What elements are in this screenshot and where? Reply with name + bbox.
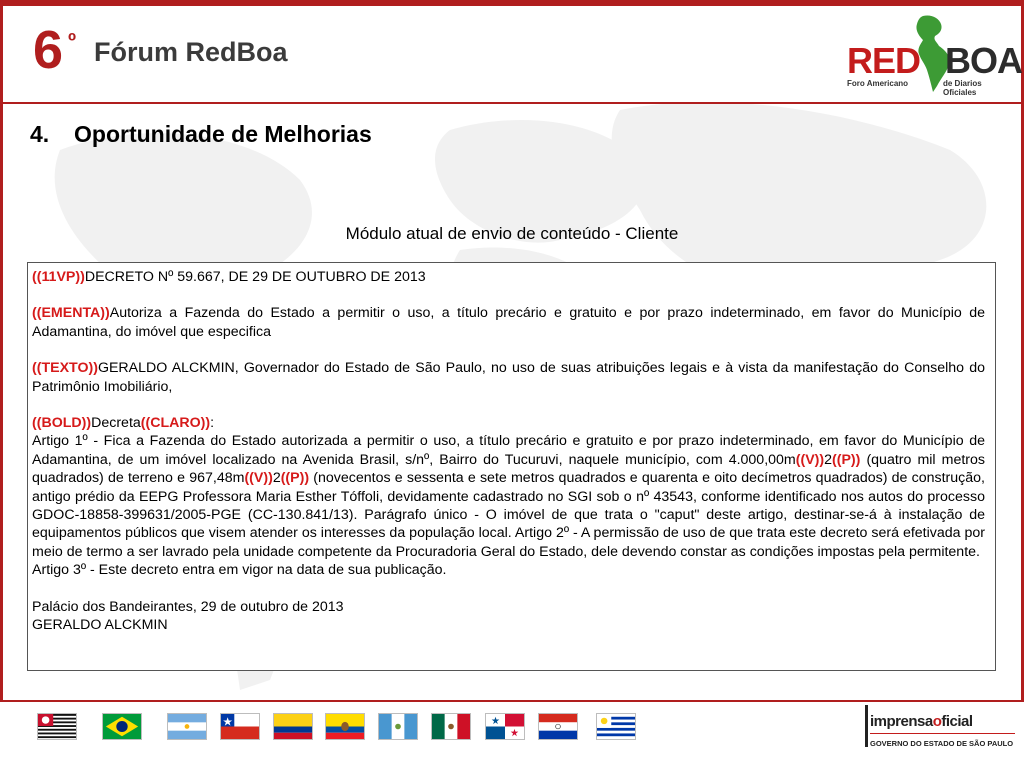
texto-text: GERALDO ALCKMIN, Governador do Estado de São Paulo, no uso de suas atribuições legais e à vista da manifestação do Conselho do Patrimônio Imobiliário, <box>32 360 985 395</box>
event-name: Fórum RedBoa <box>94 37 288 67</box>
publisher-name-part-a: imprensa <box>870 713 933 730</box>
top-accent-bar <box>0 0 1024 6</box>
publisher-name-part-b: ficial <box>941 713 973 730</box>
place-date: Palácio dos Bandeirantes, 29 de outubro de 2013 <box>32 598 344 615</box>
tag-ementa: ((EMENTA)) <box>32 305 110 322</box>
section-heading <box>30 121 372 148</box>
texto-paragraph <box>32 359 985 396</box>
section-number: 4. <box>30 121 50 147</box>
publisher-name-accent: o <box>932 713 942 730</box>
publisher-name <box>870 713 973 730</box>
logo-tagline-left: Foro Americano <box>847 79 909 88</box>
article-3-paragraph: Artigo 3º - Este decreto entra em vigor na data de sua publicação. <box>32 562 447 579</box>
argentina-flag <box>167 713 207 740</box>
brazil-flag <box>102 713 142 740</box>
guatemala-flag <box>378 713 418 740</box>
signature: GERALDO ALCKMIN <box>32 617 168 634</box>
decreta-line <box>32 414 985 432</box>
superscript-2-a: 2 <box>824 451 833 468</box>
logo-tagline-right: de Diarios Oficiales <box>943 79 982 97</box>
mexico-flag <box>431 713 471 740</box>
tag-bold: ((BOLD)) <box>32 415 92 432</box>
header-divider <box>3 102 1021 104</box>
decreta-word: Decreta <box>91 415 141 432</box>
edition-ordinal: º <box>68 28 77 53</box>
article-1-part-b: (quatro mil metros quadrados) de terreno e 967,48m <box>32 451 985 487</box>
module-subtitle: Módulo atual de envio de conteúdo - Cliente <box>345 224 679 243</box>
paraguay-flag <box>538 713 578 740</box>
logo-boa-text: BOA <box>945 40 1022 81</box>
logo-red-text: RED <box>847 40 921 81</box>
tag-v-2: ((V)) <box>244 470 273 487</box>
decree-content <box>32 268 985 635</box>
tag-claro: ((CLARO)) <box>140 415 211 432</box>
tag-p-1: ((P)) <box>832 451 861 468</box>
ementa-text: Autoriza a Fazenda do Estado a permitir o uso, a título precário e gratuito e por prazo indeterminado, em favor do Município de Adamantina, do imóvel que especifica <box>32 305 985 340</box>
left-border <box>0 6 3 700</box>
ecuador-flag <box>325 713 365 740</box>
article-1-part-a: Artigo 1º - Fica a Fazenda do Estado autorizada a permitir o uso, a título precário e gratuito e por prazo indeterminado, em favor do Município de Adamantina, de um imóvel localizado na Avenida Brasil, s/nº, Bairro do Tucuruvi, naquele município, com 4.000,00m <box>32 433 985 468</box>
ementa-paragraph <box>32 304 985 341</box>
tag-11vp: ((11VP)) <box>32 269 85 285</box>
article-1-paragraph <box>32 432 985 561</box>
decree-title-line <box>32 268 985 286</box>
edition-number: 6 <box>33 20 64 80</box>
logo-bar <box>865 705 868 747</box>
colombia-flag <box>273 713 313 740</box>
article-1-part-c: (novecentos e sessenta e sete metros quadrados e quarenta e oito decímetros quadrados) de construção, antigo prédio da EEPG Professora Maria Esther Tóffoli, devidamente cadastrado no SGI sob o nº 43543, conforme identificado nos autos do processo GDOC-18858-399631/2005-PGE (CC-130.841/13). Parágrafo único - O imóvel de que trata o "caput" deste artigo, destinar-se-á à instalação de equipamentos públicos que visem atender os interesses da população local. Artigo 2º - A permissão de uso de que trata este decreto será efetivada por meio de termo a ser lavrado pela unidade competente da Procuradoria Geral do Estado, dele devendo constar as condições impostas pela permitente. <box>32 470 985 560</box>
member-flags <box>0 702 850 768</box>
logo-rule <box>870 733 1015 734</box>
tag-p-2: ((P)) <box>280 470 310 487</box>
chile-flag <box>220 713 260 740</box>
redboa-logo <box>845 14 1022 97</box>
sao-paulo-flag <box>37 713 77 740</box>
superscript-2-b: 2 <box>272 470 281 487</box>
decree-title: DECRETO Nº 59.667, DE 29 DE OUTUBRO DE 2013 <box>84 269 426 285</box>
publisher-subtitle: GOVERNO DO ESTADO DE SÃO PAULO <box>870 739 1014 748</box>
tag-v-1: ((V)) <box>795 451 825 468</box>
tag-texto: ((TEXTO)) <box>32 360 98 377</box>
uruguay-flag <box>596 713 636 740</box>
section-title-text: Oportunidade de Melhorias <box>74 121 372 147</box>
panama-flag <box>485 713 525 740</box>
imprensa-oficial-logo <box>862 703 1022 765</box>
decree-content-box <box>27 262 996 671</box>
decreta-colon: : <box>210 415 215 432</box>
